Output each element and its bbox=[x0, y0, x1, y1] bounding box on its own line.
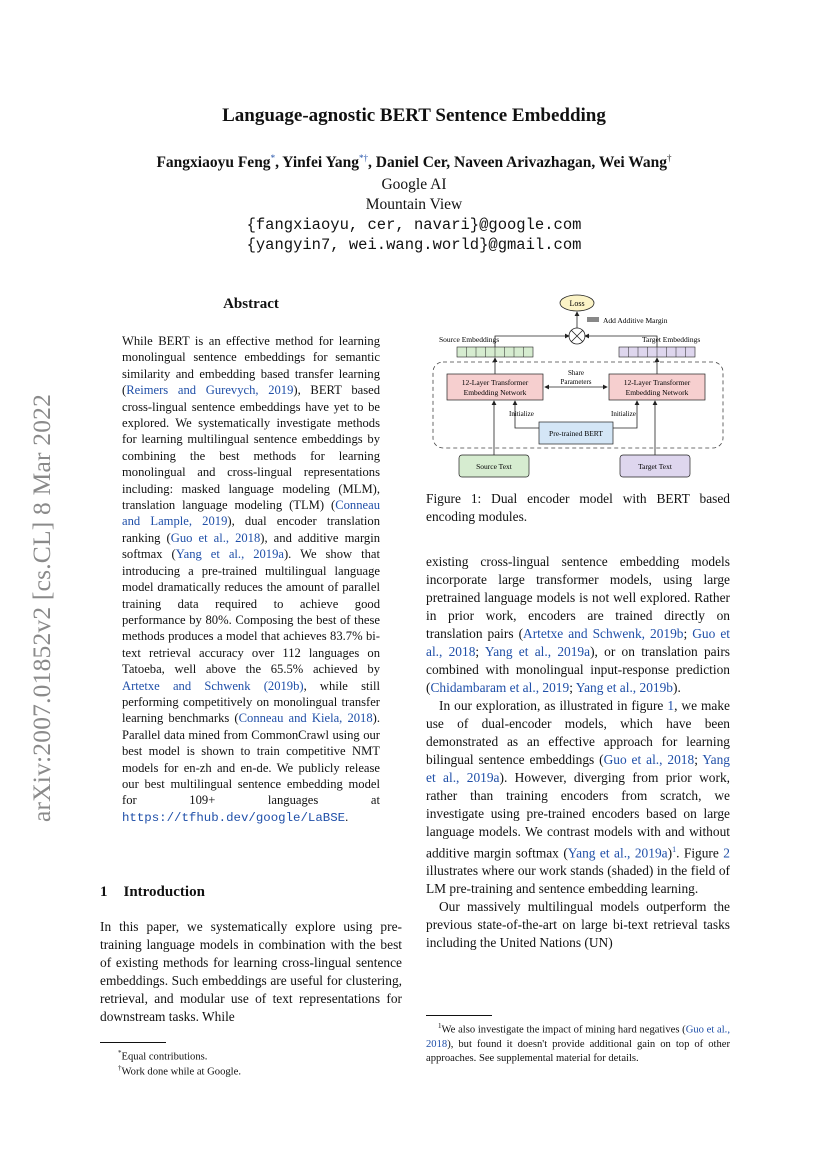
citation-link[interactable]: Guo et al., 2018 bbox=[426, 1024, 730, 1050]
author-mark: † bbox=[667, 153, 672, 163]
body-paragraph: existing cross-lingual sentence embedding models incorporate large transformer models, using large pretrained language models is not well explored. Rather in prior work, encoders are trained directly on translation pairs (Artetxe and Schwenk, 2019b; Guo et al., 2018; Yang et al., 2019a), or on translation pairs combined with monolingual input-response prediction (Chidambaram et al., 2019; Yang et al., 2019b). bbox=[426, 554, 730, 695]
initialize-right-label: Initialize bbox=[611, 410, 636, 418]
loss-label: Loss bbox=[569, 299, 585, 308]
citation-link[interactable]: Yang et al., 2019a bbox=[175, 547, 284, 562]
citation-link[interactable]: Chidambaram et al., 2019 bbox=[430, 680, 570, 695]
body-paragraph: In our exploration, as illustrated in figure 1, we make use of dual-encoder models, which have been demonstrated as an effective approach for learning bilingual sentence embeddings (Guo et al., 2018; Yang et al., 2019a). However, diverging from prior work, rather than training encoders from scratch, we investigate using pre-trained encoders based on large language models. We contrast models with and without additive margin softmax (Yang et al., 2019a)$^1$. Figure 2 illustrates where our work stands (shaded) in the field of LM pre-training and sentence embedding learning. bbox=[426, 698, 730, 897]
target-embeddings-label: Target Embeddings bbox=[642, 335, 701, 344]
email-line-1: {fangxiaoyu, cer, navari}@google.com bbox=[246, 216, 582, 234]
citation-link[interactable]: Artetxe and Schwenk, 2019b bbox=[523, 626, 684, 641]
paper-title: Language-agnostic BERT Sentence Embedding bbox=[222, 105, 606, 126]
citation-link[interactable]: Yang et al., 2019a bbox=[426, 752, 730, 785]
figure-ref-link[interactable]: 2 bbox=[723, 845, 730, 861]
citation-link[interactable]: Guo et al., 2018 bbox=[426, 626, 730, 659]
author-mark[interactable]: *† bbox=[359, 153, 369, 163]
svg-text:Pre-trained BERT: Pre-trained BERT bbox=[549, 429, 603, 438]
footnote-equal-contribution: *Equal contributions. bbox=[118, 1049, 208, 1063]
author-name: Yinfei Yang bbox=[282, 154, 360, 172]
figure-ref-link[interactable]: 1 bbox=[667, 698, 675, 713]
abstract-text: ), BERT based cross-lingual sentence embeddings have yet to be explored. We systematically investigate methods for learning multilingual sentence embeddings by combining the best methods for learning monolingual and cross-lingual representations including: masked language modeling (MLM), translation language modeling (TLM) ( bbox=[122, 383, 380, 513]
abstract-heading: Abstract bbox=[223, 296, 279, 312]
svg-text:12-Layer Transformer: 12-Layer Transformer bbox=[623, 378, 691, 387]
citation-link[interactable]: Yang et al., 2019a bbox=[567, 845, 668, 861]
margin-bar bbox=[587, 317, 599, 322]
arxiv-sidebar bbox=[22, 368, 62, 848]
citation-link[interactable]: Conneau and Lample, 2019 bbox=[122, 498, 380, 529]
abstract-text: ). We show that introducing a pre-trained multilingual language model dramatically reduces the amount of parallel training data required to achieve good performance by 80%. Composing the best of these methods produces a model that achieves 83.7% bi-text retrieval accuracy over 112 languages on Tatoeba, well above the 65.5% achieved by bbox=[122, 547, 380, 677]
figure-dual-encoder bbox=[425, 290, 731, 486]
citation-link[interactable]: Artetxe and Schwenk (2019b) bbox=[122, 678, 304, 693]
author-name: Fangxiaoyu Feng bbox=[156, 154, 271, 172]
body-paragraph: Our massively multilingual models outperform the previous state-of-the-art on large bi-text retrieval tasks including the United Nations (UN) bbox=[426, 899, 730, 951]
author-name: Wei Wang bbox=[598, 154, 668, 172]
affiliation-line-1: Google AI bbox=[381, 176, 447, 193]
abstract-text: , while still performing competitively on monolingual transfer learning benchmarks ( bbox=[122, 678, 380, 726]
footnote-hard-negatives: $^1$We also investigate the impact of mining hard negatives (Guo et al., 2018), but found it doesn't provide additional gain on top of other approaches. See supplemental material for details. bbox=[426, 1022, 730, 1064]
citation-link[interactable]: Conneau and Kiela, 2018 bbox=[238, 711, 373, 726]
share-label: Share bbox=[568, 369, 584, 377]
svg-text:Embedding Network: Embedding Network bbox=[463, 388, 527, 397]
citation-link[interactable]: Guo et al., 2018 bbox=[170, 530, 261, 545]
svg-text:Embedding Network: Embedding Network bbox=[625, 388, 689, 397]
right-column-body bbox=[426, 553, 730, 952]
parameters-label: Parameters bbox=[560, 378, 592, 386]
abstract-text: ), dual encoder translation ranking ( bbox=[122, 514, 380, 545]
email-line-2: {yangyin7, wei.wang.world}@gmail.com bbox=[246, 236, 582, 254]
abstract-text: . bbox=[345, 809, 349, 824]
target-embedding-cells bbox=[619, 347, 695, 357]
model-url-link[interactable]: https://tfhub.dev/google/LaBSE bbox=[122, 810, 346, 825]
introduction-body bbox=[100, 918, 402, 1026]
citation-link[interactable]: Yang et al., 2019a bbox=[484, 644, 591, 659]
abstract-text: ). Parallel data mined from CommonCrawl using our best model is shown to train competitive NMT models for en-zh and en-de. We publicly release our best multilingual sentence embedding model for 109+ languages at bbox=[122, 711, 380, 808]
section-heading-introduction bbox=[100, 884, 205, 901]
footnote-ref-link[interactable]: 1 bbox=[672, 845, 677, 854]
source-embedding-cells bbox=[457, 347, 533, 357]
svg-text:Source Text: Source Text bbox=[476, 462, 512, 471]
svg-text:Target Text: Target Text bbox=[638, 462, 672, 471]
author-name: Daniel Cer bbox=[375, 154, 447, 172]
footnote-google: †Work done while at Google. bbox=[118, 1064, 241, 1078]
author-name: Naveen Arivazhagan bbox=[454, 154, 592, 172]
footnote-rule-left bbox=[100, 1042, 166, 1043]
arxiv-identifier: arXiv:2007.01852v2 [cs.CL] 8 Mar 2022 bbox=[27, 393, 56, 823]
abstract-text: While BERT is an effective method for learning monolingual sentence embeddings for semantic similarity and embedding based transfer learning ( bbox=[122, 334, 380, 398]
abstract-paragraph bbox=[122, 333, 380, 826]
svg-text:12-Layer Transformer: 12-Layer Transformer bbox=[461, 378, 529, 387]
abstract-body bbox=[122, 333, 380, 826]
abstract-text: ), and additive margin softmax ( bbox=[122, 530, 381, 562]
add-margin-label: Add Additive Margin bbox=[603, 316, 668, 325]
author-list: Fangxiaoyu Feng*, Yinfei Yang*†, Daniel Cer, Naveen Arivazhagan, Wei Wang† bbox=[156, 153, 672, 172]
figure-caption: Figure 1: Dual encoder model with BERT based encoding modules. bbox=[426, 491, 730, 524]
citation-link[interactable]: Reimers and Gurevych, 2019 bbox=[126, 383, 294, 398]
initialize-left-label: Initialize bbox=[509, 410, 534, 418]
section-number: 1 bbox=[100, 884, 108, 900]
affiliation-line-2: Mountain View bbox=[365, 196, 463, 213]
section-title: Introduction bbox=[123, 884, 205, 900]
citation-link[interactable]: Yang et al., 2019b bbox=[575, 680, 673, 695]
author-mark[interactable]: * bbox=[270, 153, 276, 163]
source-embeddings-label: Source Embeddings bbox=[439, 335, 500, 344]
footnote-rule-right bbox=[426, 1015, 492, 1016]
introduction-paragraph: In this paper, we systematically explore using pre-training language models in combination with the best of existing methods for learning cross-lingual sentence embeddings. Such embeddings are useful for clustering, retrieval, and modular use of text representations for downstream tasks. While bbox=[100, 919, 402, 1024]
citation-link[interactable]: Guo et al., 2018 bbox=[603, 752, 695, 767]
